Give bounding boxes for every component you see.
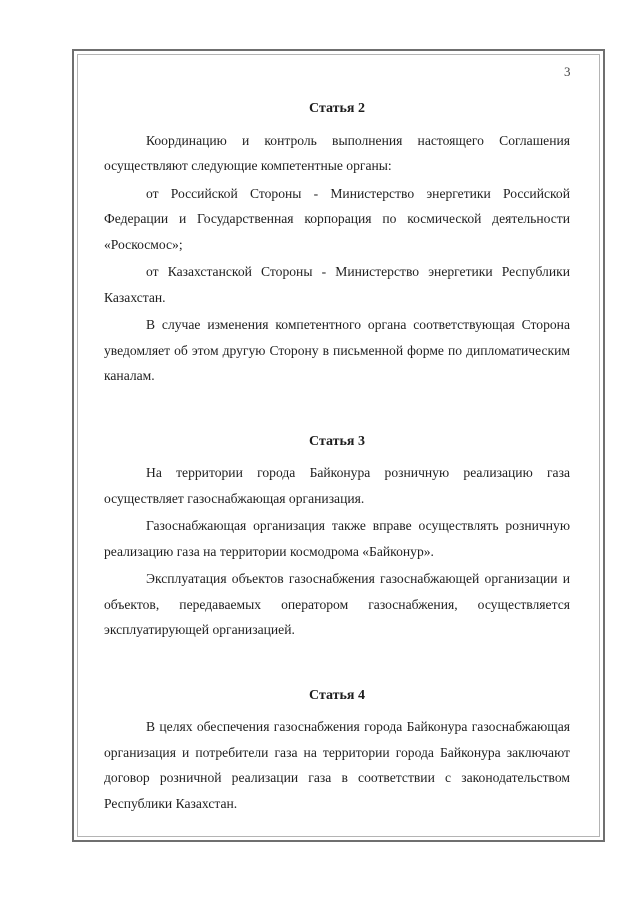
section-spacer [104, 645, 570, 683]
paragraph: Эксплуатация объектов газоснабжения газоснабжающей организации и объектов, передаваемых оператором газоснабжения, осуществляется эксплуатирующей организацией. [104, 571, 570, 637]
page-number: 3 [564, 64, 571, 79]
article-heading: Статья 4 [309, 687, 365, 703]
paragraph: На территории города Байконура розничную реализацию газа осуществляет газоснабжающая организация. [104, 465, 570, 506]
paragraph: от Казахстанской Стороны - Министерство энергетики Республики Казахстан. [104, 264, 570, 305]
article-heading: Статья 3 [309, 433, 365, 449]
paragraph: Координацию и контроль выполнения настоящего Соглашения осуществляют следующие компетентные органы: [104, 132, 570, 173]
article-4 [104, 683, 570, 817]
article-3 [104, 429, 570, 643]
article-heading: Статья 2 [309, 101, 365, 116]
document-body [104, 96, 570, 818]
article-2 [104, 96, 570, 389]
paragraph: В целях обеспечения газоснабжения города Байконура газоснабжающая организация и потребители газа на территории города Байконура заключают договор розничной реализации газа в соответствии с законодательством Республики Казахстан. [104, 719, 570, 811]
paragraph: от Российской Стороны - Министерство энергетики Российской Федерации и Государственная корпорация по космической деятельности «Роскосмос»; [104, 185, 570, 252]
paragraph: Газоснабжающая организация также вправе осуществлять розничную реализацию газа на территории космодрома «Байконур». [104, 518, 570, 559]
paragraph: В случае изменения компетентного органа соответствующая Сторона уведомляет об этом другую Сторону в письменной форме по дипломатическим каналам. [104, 317, 570, 383]
section-spacer [104, 391, 570, 429]
